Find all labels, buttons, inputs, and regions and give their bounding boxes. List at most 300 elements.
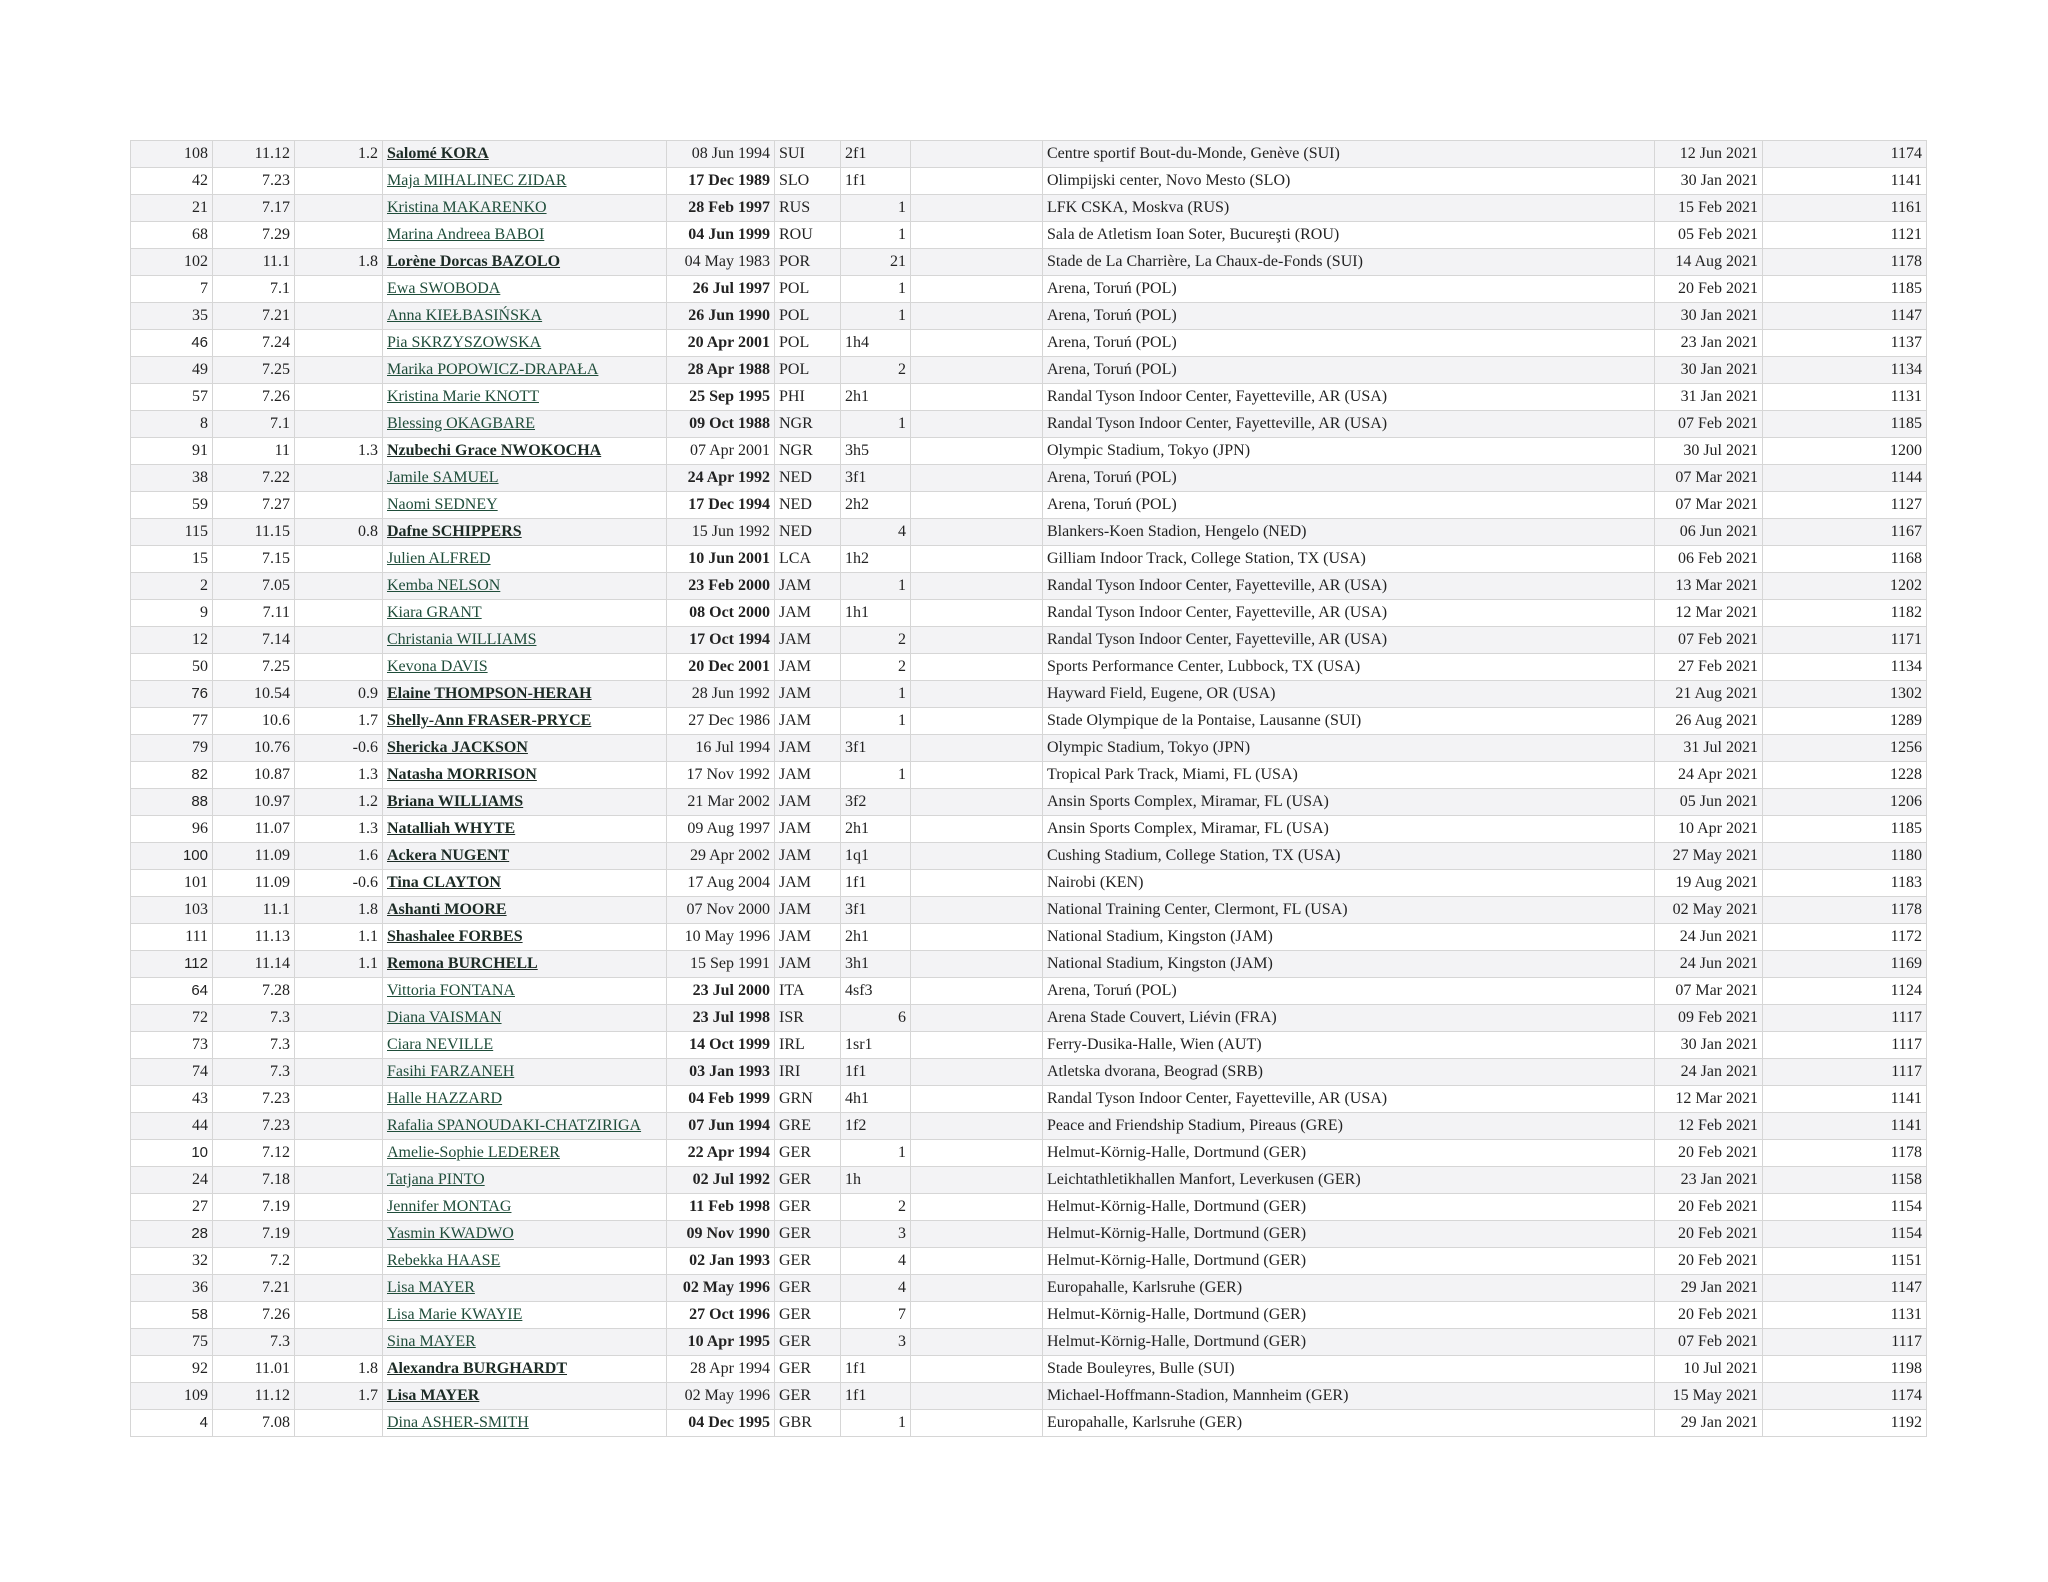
empty-cell xyxy=(911,1032,1043,1059)
nationality-cell: GER xyxy=(775,1221,841,1248)
empty-cell xyxy=(911,1302,1043,1329)
empty-cell xyxy=(911,276,1043,303)
position-cell: 1 xyxy=(841,411,911,438)
venue-cell: Randal Tyson Indoor Center, Fayetteville, AR (USA) xyxy=(1043,1086,1655,1113)
mark-cell: 7.12 xyxy=(213,1140,295,1167)
athlete-profile-link[interactable]: Natasha MORRISON xyxy=(387,766,537,783)
nationality-cell: IRL xyxy=(775,1032,841,1059)
position-cell: 1 xyxy=(841,303,911,330)
venue-cell: Centre sportif Bout-du-Monde, Genève (SUI) xyxy=(1043,141,1655,168)
athlete-profile-link[interactable]: Sina MAYER xyxy=(387,1333,476,1350)
nationality-cell: SUI xyxy=(775,141,841,168)
mark-cell: 7.17 xyxy=(213,195,295,222)
athlete-profile-link[interactable]: Marina Andreea BABOI xyxy=(387,226,545,243)
athlete-name-cell xyxy=(383,276,667,303)
nationality-cell: JAM xyxy=(775,924,841,951)
position-cell: 1f1 xyxy=(841,1059,911,1086)
position-cell: 2h1 xyxy=(841,816,911,843)
nationality-cell: PHI xyxy=(775,384,841,411)
position-cell: 7 xyxy=(841,1302,911,1329)
score-cell: 1167 xyxy=(1763,519,1927,546)
mark-cell: 7.25 xyxy=(213,357,295,384)
wind-cell xyxy=(295,1113,383,1140)
venue-cell: Arena, Toruń (POL) xyxy=(1043,492,1655,519)
nationality-cell: NED xyxy=(775,465,841,492)
wind-cell: 1.1 xyxy=(295,924,383,951)
empty-cell xyxy=(911,951,1043,978)
position-cell: 1f1 xyxy=(841,168,911,195)
rank-cell: 36 xyxy=(131,1275,213,1302)
position-cell: 1h xyxy=(841,1167,911,1194)
athlete-profile-link[interactable]: Yasmin KWADWO xyxy=(387,1225,514,1242)
athlete-profile-link[interactable]: Remona BURCHELL xyxy=(387,955,538,972)
athlete-name-cell xyxy=(383,1059,667,1086)
score-cell: 1168 xyxy=(1763,546,1927,573)
competition-date-cell: 02 May 2021 xyxy=(1655,897,1763,924)
rank-cell: 50 xyxy=(131,654,213,681)
nationality-cell: POL xyxy=(775,276,841,303)
empty-cell xyxy=(911,816,1043,843)
athlete-profile-link[interactable]: Kemba NELSON xyxy=(387,577,501,594)
venue-cell: Atletska dvorana, Beograd (SRB) xyxy=(1043,1059,1655,1086)
venue-cell: Cushing Stadium, College Station, TX (USA) xyxy=(1043,843,1655,870)
athlete-name-cell xyxy=(383,384,667,411)
score-cell: 1117 xyxy=(1763,1005,1927,1032)
venue-cell: Arena, Toruń (POL) xyxy=(1043,303,1655,330)
nationality-cell: JAM xyxy=(775,789,841,816)
athlete-profile-link[interactable]: Shelly-Ann FRASER-PRYCE xyxy=(387,712,592,729)
athlete-name-cell xyxy=(383,1167,667,1194)
rank-cell: 74 xyxy=(131,1059,213,1086)
rank-cell: 35 xyxy=(131,303,213,330)
table-row xyxy=(131,438,1927,465)
nationality-cell: JAM xyxy=(775,870,841,897)
rank-cell: 109 xyxy=(131,1383,213,1410)
table-row xyxy=(131,168,1927,195)
nationality-cell: JAM xyxy=(775,735,841,762)
score-cell: 1161 xyxy=(1763,195,1927,222)
athlete-name-cell xyxy=(383,330,667,357)
empty-cell xyxy=(911,1005,1043,1032)
birth-date-cell: 09 Nov 1990 xyxy=(667,1221,775,1248)
wind-cell: 0.9 xyxy=(295,681,383,708)
rank-cell: 27 xyxy=(131,1194,213,1221)
position-cell: 2h1 xyxy=(841,384,911,411)
position-cell: 1sr1 xyxy=(841,1032,911,1059)
mark-cell: 7.21 xyxy=(213,1275,295,1302)
athlete-name-cell xyxy=(383,816,667,843)
score-cell: 1117 xyxy=(1763,1059,1927,1086)
athlete-name-cell xyxy=(383,1302,667,1329)
competition-date-cell: 20 Feb 2021 xyxy=(1655,276,1763,303)
athlete-name-cell xyxy=(383,1140,667,1167)
wind-cell: 1.2 xyxy=(295,141,383,168)
birth-date-cell: 09 Aug 1997 xyxy=(667,816,775,843)
empty-cell xyxy=(911,141,1043,168)
table-row xyxy=(131,1356,1927,1383)
athlete-profile-link[interactable]: Elaine THOMPSON-HERAH xyxy=(387,685,592,702)
rank-cell: 10 xyxy=(131,1140,213,1167)
wind-cell: 0.8 xyxy=(295,519,383,546)
rank-cell: 8 xyxy=(131,411,213,438)
athlete-profile-link[interactable]: Fasihi FARZANEH xyxy=(387,1063,515,1080)
score-cell: 1169 xyxy=(1763,951,1927,978)
mark-cell: 7.23 xyxy=(213,1113,295,1140)
athlete-profile-link[interactable]: Jamile SAMUEL xyxy=(387,469,499,486)
mark-cell: 7.08 xyxy=(213,1410,295,1437)
competition-date-cell: 30 Jul 2021 xyxy=(1655,438,1763,465)
score-cell: 1183 xyxy=(1763,870,1927,897)
athlete-name-cell xyxy=(383,789,667,816)
competition-date-cell: 10 Jul 2021 xyxy=(1655,1356,1763,1383)
venue-cell: Tropical Park Track, Miami, FL (USA) xyxy=(1043,762,1655,789)
empty-cell xyxy=(911,1410,1043,1437)
wind-cell xyxy=(295,357,383,384)
venue-cell: Helmut-Körnig-Halle, Dortmund (GER) xyxy=(1043,1221,1655,1248)
athlete-profile-link[interactable]: Tatjana PINTO xyxy=(387,1171,485,1188)
athlete-name-cell xyxy=(383,1383,667,1410)
athlete-name-cell xyxy=(383,951,667,978)
nationality-cell: GRE xyxy=(775,1113,841,1140)
nationality-cell: JAM xyxy=(775,654,841,681)
athlete-profile-link[interactable]: Alexandra BURGHARDT xyxy=(387,1360,568,1377)
nationality-cell: GRN xyxy=(775,1086,841,1113)
venue-cell: Blankers-Koen Stadion, Hengelo (NED) xyxy=(1043,519,1655,546)
athlete-profile-link[interactable]: Lisa MAYER xyxy=(387,1387,480,1404)
table-row xyxy=(131,1113,1927,1140)
birth-date-cell: 26 Jun 1990 xyxy=(667,303,775,330)
venue-cell: Leichtathletikhallen Manfort, Leverkusen (GER) xyxy=(1043,1167,1655,1194)
empty-cell xyxy=(911,897,1043,924)
nationality-cell: ITA xyxy=(775,978,841,1005)
birth-date-cell: 04 Feb 1999 xyxy=(667,1086,775,1113)
table-row xyxy=(131,519,1927,546)
athlete-name-cell xyxy=(383,1356,667,1383)
birth-date-cell: 02 Jan 1993 xyxy=(667,1248,775,1275)
athlete-name-cell xyxy=(383,249,667,276)
athlete-profile-link[interactable]: Blessing OKAGBARE xyxy=(387,415,536,432)
wind-cell xyxy=(295,1329,383,1356)
athlete-name-cell xyxy=(383,222,667,249)
mark-cell: 11.12 xyxy=(213,141,295,168)
athlete-name-cell xyxy=(383,600,667,627)
venue-cell: Arena, Toruń (POL) xyxy=(1043,276,1655,303)
venue-cell: Olympic Stadium, Tokyo (JPN) xyxy=(1043,735,1655,762)
score-cell: 1154 xyxy=(1763,1221,1927,1248)
position-cell: 4 xyxy=(841,1248,911,1275)
athlete-profile-link[interactable]: Halle HAZZARD xyxy=(387,1090,503,1107)
competition-date-cell: 20 Feb 2021 xyxy=(1655,1221,1763,1248)
nationality-cell: GER xyxy=(775,1302,841,1329)
birth-date-cell: 10 Jun 2001 xyxy=(667,546,775,573)
wind-cell: -0.6 xyxy=(295,870,383,897)
table-row xyxy=(131,249,1927,276)
athlete-profile-link[interactable]: Salomé KORA xyxy=(387,145,489,162)
birth-date-cell: 22 Apr 1994 xyxy=(667,1140,775,1167)
athlete-profile-link[interactable]: Kristina Marie KNOTT xyxy=(387,388,539,405)
results-table xyxy=(130,140,1927,1437)
table-row xyxy=(131,1248,1927,1275)
athlete-profile-link[interactable]: Julien ALFRED xyxy=(387,550,491,567)
score-cell: 1127 xyxy=(1763,492,1927,519)
athlete-profile-link[interactable]: Ciara NEVILLE xyxy=(387,1036,494,1053)
athlete-profile-link[interactable]: Nzubechi Grace NWOKOCHA xyxy=(387,442,602,459)
rank-cell: 103 xyxy=(131,897,213,924)
mark-cell: 11 xyxy=(213,438,295,465)
athlete-profile-link[interactable]: Naomi SEDNEY xyxy=(387,496,498,513)
venue-cell: Ferry-Dusika-Halle, Wien (AUT) xyxy=(1043,1032,1655,1059)
nationality-cell: GER xyxy=(775,1167,841,1194)
mark-cell: 7.19 xyxy=(213,1221,295,1248)
table-row xyxy=(131,276,1927,303)
wind-cell xyxy=(295,1086,383,1113)
athlete-profile-link[interactable]: Kiara GRANT xyxy=(387,604,482,621)
score-cell: 1178 xyxy=(1763,249,1927,276)
table-row xyxy=(131,816,1927,843)
competition-date-cell: 24 Jan 2021 xyxy=(1655,1059,1763,1086)
score-cell: 1137 xyxy=(1763,330,1927,357)
athlete-profile-link[interactable]: Vittoria FONTANA xyxy=(387,982,515,999)
birth-date-cell: 07 Apr 2001 xyxy=(667,438,775,465)
empty-cell xyxy=(911,1140,1043,1167)
nationality-cell: NGR xyxy=(775,411,841,438)
birth-date-cell: 07 Nov 2000 xyxy=(667,897,775,924)
empty-cell xyxy=(911,1248,1043,1275)
athlete-profile-link[interactable]: Christania WILLIAMS xyxy=(387,631,537,648)
nationality-cell: POR xyxy=(775,249,841,276)
competition-date-cell: 12 Mar 2021 xyxy=(1655,1086,1763,1113)
wind-cell xyxy=(295,1140,383,1167)
nationality-cell: GBR xyxy=(775,1410,841,1437)
mark-cell: 7.11 xyxy=(213,600,295,627)
rank-cell: 9 xyxy=(131,600,213,627)
wind-cell xyxy=(295,1248,383,1275)
rank-cell: 59 xyxy=(131,492,213,519)
venue-cell: Europahalle, Karlsruhe (GER) xyxy=(1043,1410,1655,1437)
position-cell: 1h4 xyxy=(841,330,911,357)
rank-cell: 2 xyxy=(131,573,213,600)
athlete-name-cell xyxy=(383,1410,667,1437)
athlete-name-cell xyxy=(383,924,667,951)
athlete-profile-link[interactable]: Ackera NUGENT xyxy=(387,847,510,864)
mark-cell: 7.23 xyxy=(213,168,295,195)
athlete-profile-link[interactable]: Kristina MAKARENKO xyxy=(387,199,547,216)
mark-cell: 11.13 xyxy=(213,924,295,951)
position-cell: 2f1 xyxy=(841,141,911,168)
athlete-profile-link[interactable]: Marika POPOWICZ-DRAPAŁA xyxy=(387,361,599,378)
wind-cell: 1.6 xyxy=(295,843,383,870)
birth-date-cell: 16 Jul 1994 xyxy=(667,735,775,762)
nationality-cell: GER xyxy=(775,1140,841,1167)
venue-cell: Stade de La Charrière, La Chaux-de-Fonds (SUI) xyxy=(1043,249,1655,276)
rank-cell: 100 xyxy=(131,843,213,870)
athlete-profile-link[interactable]: Dafne SCHIPPERS xyxy=(387,523,522,540)
mark-cell: 7.3 xyxy=(213,1005,295,1032)
table-row xyxy=(131,1005,1927,1032)
athlete-profile-link[interactable]: Anna KIEŁBASIŃSKA xyxy=(387,307,543,324)
empty-cell xyxy=(911,1086,1043,1113)
table-row xyxy=(131,654,1927,681)
nationality-cell: SLO xyxy=(775,168,841,195)
venue-cell: Ansin Sports Complex, Miramar, FL (USA) xyxy=(1043,789,1655,816)
competition-date-cell: 06 Jun 2021 xyxy=(1655,519,1763,546)
athlete-name-cell xyxy=(383,897,667,924)
athlete-profile-link[interactable]: Pia SKRZYSZOWSKA xyxy=(387,334,542,351)
mark-cell: 11.1 xyxy=(213,249,295,276)
mark-cell: 7.23 xyxy=(213,1086,295,1113)
birth-date-cell: 02 Jul 1992 xyxy=(667,1167,775,1194)
score-cell: 1117 xyxy=(1763,1329,1927,1356)
athlete-profile-link[interactable]: Tina CLAYTON xyxy=(387,874,501,891)
competition-date-cell: 27 Feb 2021 xyxy=(1655,654,1763,681)
competition-date-cell: 15 Feb 2021 xyxy=(1655,195,1763,222)
rank-cell: 115 xyxy=(131,519,213,546)
nationality-cell: JAM xyxy=(775,681,841,708)
birth-date-cell: 15 Sep 1991 xyxy=(667,951,775,978)
athlete-profile-link[interactable]: Dina ASHER-SMITH xyxy=(387,1414,529,1431)
nationality-cell: NED xyxy=(775,492,841,519)
birth-date-cell: 27 Oct 1996 xyxy=(667,1302,775,1329)
table-row xyxy=(131,465,1927,492)
score-cell: 1158 xyxy=(1763,1167,1927,1194)
mark-cell: 11.14 xyxy=(213,951,295,978)
nationality-cell: RUS xyxy=(775,195,841,222)
birth-date-cell: 14 Oct 1999 xyxy=(667,1032,775,1059)
athlete-profile-link[interactable]: Ewa SWOBODA xyxy=(387,280,501,297)
nationality-cell: JAM xyxy=(775,816,841,843)
competition-date-cell: 12 Jun 2021 xyxy=(1655,141,1763,168)
athlete-name-cell xyxy=(383,1086,667,1113)
score-cell: 1289 xyxy=(1763,708,1927,735)
table-row xyxy=(131,1221,1927,1248)
venue-cell: LFK CSKA, Moskva (RUS) xyxy=(1043,195,1655,222)
birth-date-cell: 20 Apr 2001 xyxy=(667,330,775,357)
athlete-profile-link[interactable]: Lisa Marie KWAYIE xyxy=(387,1306,523,1323)
position-cell: 1f1 xyxy=(841,1383,911,1410)
competition-date-cell: 23 Jan 2021 xyxy=(1655,330,1763,357)
wind-cell xyxy=(295,1194,383,1221)
birth-date-cell: 26 Jul 1997 xyxy=(667,276,775,303)
venue-cell: Hayward Field, Eugene, OR (USA) xyxy=(1043,681,1655,708)
nationality-cell: ROU xyxy=(775,222,841,249)
athlete-name-cell xyxy=(383,1032,667,1059)
position-cell: 1 xyxy=(841,762,911,789)
athlete-profile-link[interactable]: Natalliah WHYTE xyxy=(387,820,516,837)
nationality-cell: NGR xyxy=(775,438,841,465)
wind-cell xyxy=(295,627,383,654)
birth-date-cell: 28 Apr 1988 xyxy=(667,357,775,384)
birth-date-cell: 09 Oct 1988 xyxy=(667,411,775,438)
wind-cell: 1.3 xyxy=(295,816,383,843)
table-row xyxy=(131,1275,1927,1302)
athlete-name-cell xyxy=(383,465,667,492)
empty-cell xyxy=(911,1113,1043,1140)
score-cell: 1198 xyxy=(1763,1356,1927,1383)
table-row xyxy=(131,1086,1927,1113)
athlete-profile-link[interactable]: Ashanti MOORE xyxy=(387,901,507,918)
empty-cell xyxy=(911,384,1043,411)
empty-cell xyxy=(911,1329,1043,1356)
athlete-profile-link[interactable]: Shashalee FORBES xyxy=(387,928,523,945)
birth-date-cell: 17 Dec 1994 xyxy=(667,492,775,519)
competition-date-cell: 30 Jan 2021 xyxy=(1655,357,1763,384)
score-cell: 1141 xyxy=(1763,1086,1927,1113)
athlete-profile-link[interactable]: Rebekka HAASE xyxy=(387,1252,501,1269)
mark-cell: 7.05 xyxy=(213,573,295,600)
empty-cell xyxy=(911,222,1043,249)
table-row xyxy=(131,708,1927,735)
venue-cell: Olimpijski center, Novo Mesto (SLO) xyxy=(1043,168,1655,195)
wind-cell: 1.1 xyxy=(295,951,383,978)
venue-cell: Randal Tyson Indoor Center, Fayetteville, AR (USA) xyxy=(1043,384,1655,411)
venue-cell: Arena, Toruń (POL) xyxy=(1043,330,1655,357)
nationality-cell: GER xyxy=(775,1329,841,1356)
wind-cell: 1.2 xyxy=(295,789,383,816)
position-cell: 4 xyxy=(841,519,911,546)
wind-cell: 1.7 xyxy=(295,708,383,735)
athlete-profile-link[interactable]: Lisa MAYER xyxy=(387,1279,475,1296)
venue-cell: Randal Tyson Indoor Center, Fayetteville, AR (USA) xyxy=(1043,600,1655,627)
score-cell: 1147 xyxy=(1763,303,1927,330)
rank-cell: 92 xyxy=(131,1356,213,1383)
athlete-profile-link[interactable]: Amelie-Sophie LEDERER xyxy=(387,1144,560,1161)
empty-cell xyxy=(911,789,1043,816)
athlete-profile-link[interactable]: Kevona DAVIS xyxy=(387,658,488,675)
birth-date-cell: 23 Jul 2000 xyxy=(667,978,775,1005)
athlete-profile-link[interactable]: Diana VAISMAN xyxy=(387,1009,502,1026)
competition-date-cell: 07 Mar 2021 xyxy=(1655,978,1763,1005)
mark-cell: 10.97 xyxy=(213,789,295,816)
position-cell: 2 xyxy=(841,654,911,681)
nationality-cell: GER xyxy=(775,1248,841,1275)
athlete-profile-link[interactable]: Briana WILLIAMS xyxy=(387,793,524,810)
position-cell: 3 xyxy=(841,1221,911,1248)
rank-cell: 82 xyxy=(131,762,213,789)
wind-cell: 1.8 xyxy=(295,1356,383,1383)
competition-date-cell: 06 Feb 2021 xyxy=(1655,546,1763,573)
venue-cell: Sports Performance Center, Lubbock, TX (USA) xyxy=(1043,654,1655,681)
wind-cell xyxy=(295,465,383,492)
table-row xyxy=(131,1140,1927,1167)
empty-cell xyxy=(911,708,1043,735)
empty-cell xyxy=(911,573,1043,600)
score-cell: 1131 xyxy=(1763,384,1927,411)
athlete-profile-link[interactable]: Rafalia SPANOUDAKI-CHATZIRIGA xyxy=(387,1117,642,1134)
competition-date-cell: 05 Feb 2021 xyxy=(1655,222,1763,249)
rank-cell: 72 xyxy=(131,1005,213,1032)
position-cell: 1 xyxy=(841,1410,911,1437)
empty-cell xyxy=(911,762,1043,789)
empty-cell xyxy=(911,330,1043,357)
athlete-profile-link[interactable]: Maja MIHALINEC ZIDAR xyxy=(387,172,567,189)
table-row xyxy=(131,384,1927,411)
nationality-cell: ISR xyxy=(775,1005,841,1032)
athlete-profile-link[interactable]: Lorène Dorcas BAZOLO xyxy=(387,253,561,270)
score-cell: 1144 xyxy=(1763,465,1927,492)
venue-cell: Michael-Hoffmann-Stadion, Mannheim (GER) xyxy=(1043,1383,1655,1410)
position-cell: 2 xyxy=(841,1194,911,1221)
empty-cell xyxy=(911,1221,1043,1248)
athlete-profile-link[interactable]: Jennifer MONTAG xyxy=(387,1198,512,1215)
athlete-name-cell xyxy=(383,438,667,465)
wind-cell xyxy=(295,168,383,195)
score-cell: 1185 xyxy=(1763,276,1927,303)
table-row xyxy=(131,627,1927,654)
athlete-profile-link[interactable]: Shericka JACKSON xyxy=(387,739,528,756)
mark-cell: 11.09 xyxy=(213,870,295,897)
rank-cell: 42 xyxy=(131,168,213,195)
mark-cell: 7.2 xyxy=(213,1248,295,1275)
